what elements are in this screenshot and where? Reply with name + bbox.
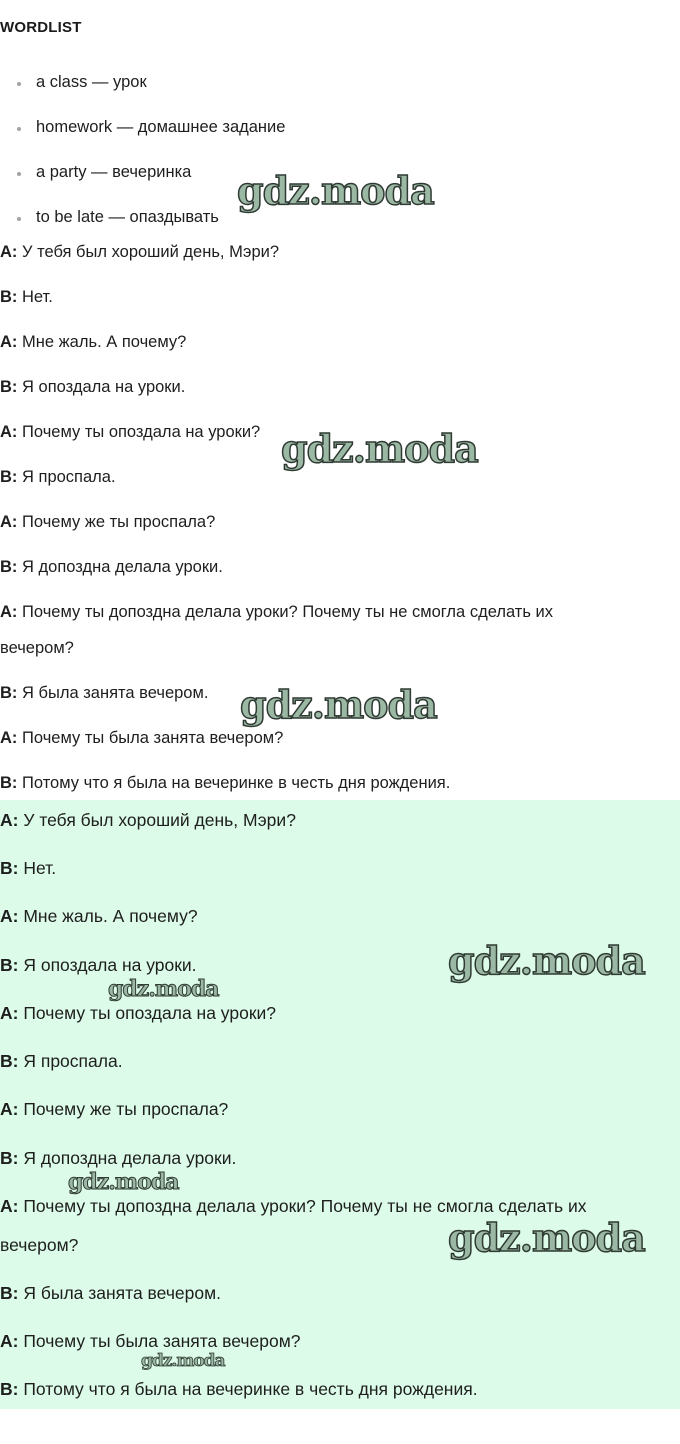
wordlist-item: a class — урок [36, 73, 147, 91]
dialogue-line-continuation: вечером? [0, 1235, 79, 1255]
dialogue-line [0, 906, 198, 927]
wordlist-item: to be late — опаздывать [36, 208, 219, 226]
speaker-label: A: [0, 906, 19, 926]
wordlist-item: a party — вечеринка [36, 163, 192, 181]
speaker-label: B: [0, 774, 18, 792]
dialogue-line [0, 513, 215, 532]
dialogue-line [0, 333, 186, 352]
dialogue-line [0, 1148, 236, 1169]
dialogue-line [0, 558, 223, 577]
speaker-label: A: [0, 423, 18, 441]
dialogue-text: Мне жаль. А почему? [22, 333, 187, 351]
dialogue-text: Нет. [22, 288, 53, 306]
dialogue-text: Почему же ты проспала? [23, 1099, 229, 1119]
dialogue-text: Я проспала. [23, 1051, 123, 1071]
dialogue-line [0, 858, 56, 879]
speaker-label: A: [0, 1196, 19, 1216]
dialogue-line [0, 1283, 221, 1304]
speaker-label: A: [0, 1003, 19, 1023]
dialogue-text: Почему ты допоздна делала уроки? Почему ты не смогла сделать их [23, 1196, 587, 1216]
watermark: gdz.moda [237, 168, 434, 213]
speaker-label: B: [0, 1148, 19, 1168]
watermark: gdz.moda [108, 976, 219, 1002]
wordlist-item: homework — домашнее задание [36, 118, 286, 136]
dialogue-text: Почему ты опоздала на уроки? [22, 423, 261, 441]
speaker-label: A: [0, 603, 18, 621]
dialogue-line [0, 810, 296, 831]
dialogue-text: Я была занята вечером. [22, 684, 209, 702]
dialogue-text: Я допоздна делала уроки. [23, 1148, 237, 1168]
speaker-label: B: [0, 558, 18, 576]
dialogue-text: Почему же ты проспала? [22, 513, 216, 531]
speaker-label: A: [0, 810, 19, 830]
watermark: gdz.moda [240, 682, 437, 727]
speaker-label: A: [0, 1331, 19, 1351]
watermark: gdz.moda [448, 938, 645, 983]
dialogue-text: Почему ты допоздна делала уроки? Почему ты не смогла сделать их [22, 603, 553, 621]
watermark: gdz.moda [448, 1215, 645, 1260]
speaker-label: A: [0, 243, 18, 261]
speaker-label: B: [0, 1283, 19, 1303]
dialogue-text: Потому что я была на вечеринке в честь дня рождения. [23, 1379, 478, 1399]
dialogue-line [0, 955, 197, 976]
watermark: gdz.moda [281, 426, 478, 471]
dialogue-text: Почему ты была занята вечером? [23, 1331, 301, 1351]
dialogue-line-continuation: вечером? [0, 639, 74, 657]
dialogue-text: Потому что я была на вечеринке в честь дня рождения. [22, 774, 451, 792]
speaker-label: B: [0, 1051, 19, 1071]
dialogue-line [0, 1331, 300, 1352]
dialogue-line [0, 1003, 276, 1024]
speaker-label: A: [0, 729, 18, 747]
dialogue-line [0, 1099, 228, 1120]
dialogue-line [0, 729, 283, 748]
watermark: gdz.moda [68, 1169, 179, 1195]
dialogue-line [0, 378, 185, 397]
dialogue-text: У тебя был хороший день, Мэри? [23, 810, 296, 830]
dialogue-line [0, 468, 116, 487]
dialogue-text: Почему ты опоздала на уроки? [23, 1003, 276, 1023]
speaker-label: A: [0, 333, 18, 351]
dialogue-text: Я допоздна делала уроки. [22, 558, 223, 576]
speaker-label: B: [0, 1379, 19, 1399]
dialogue-text: Я опоздала на уроки. [23, 955, 197, 975]
dialogue-line [0, 603, 553, 622]
dialogue-text: Нет. [23, 858, 57, 878]
speaker-label: B: [0, 955, 19, 975]
dialogue-line [0, 288, 53, 307]
dialogue-text: Я опоздала на уроки. [22, 378, 186, 396]
dialogue-text: Я проспала. [22, 468, 116, 486]
dialogue-text: Я была занята вечером. [23, 1283, 222, 1303]
speaker-label: B: [0, 468, 18, 486]
dialogue-line [0, 1379, 478, 1400]
dialogue-line [0, 423, 260, 442]
dialogue-line [0, 1051, 123, 1072]
speaker-label: B: [0, 288, 18, 306]
dialogue-text: Почему ты была занята вечером? [22, 729, 284, 747]
dialogue-line [0, 774, 450, 793]
speaker-label: B: [0, 858, 19, 878]
wordlist-heading: WORDLIST [0, 19, 82, 36]
speaker-label: A: [0, 513, 18, 531]
dialogue-line [0, 1196, 586, 1217]
speaker-label: B: [0, 684, 18, 702]
watermark: gdz.moda [141, 1351, 225, 1371]
dialogue-line [0, 243, 279, 262]
dialogue-line [0, 684, 208, 703]
dialogue-text: Мне жаль. А почему? [23, 906, 198, 926]
speaker-label: A: [0, 1099, 19, 1119]
dialogue-text: У тебя был хороший день, Мэри? [22, 243, 280, 261]
speaker-label: B: [0, 378, 18, 396]
